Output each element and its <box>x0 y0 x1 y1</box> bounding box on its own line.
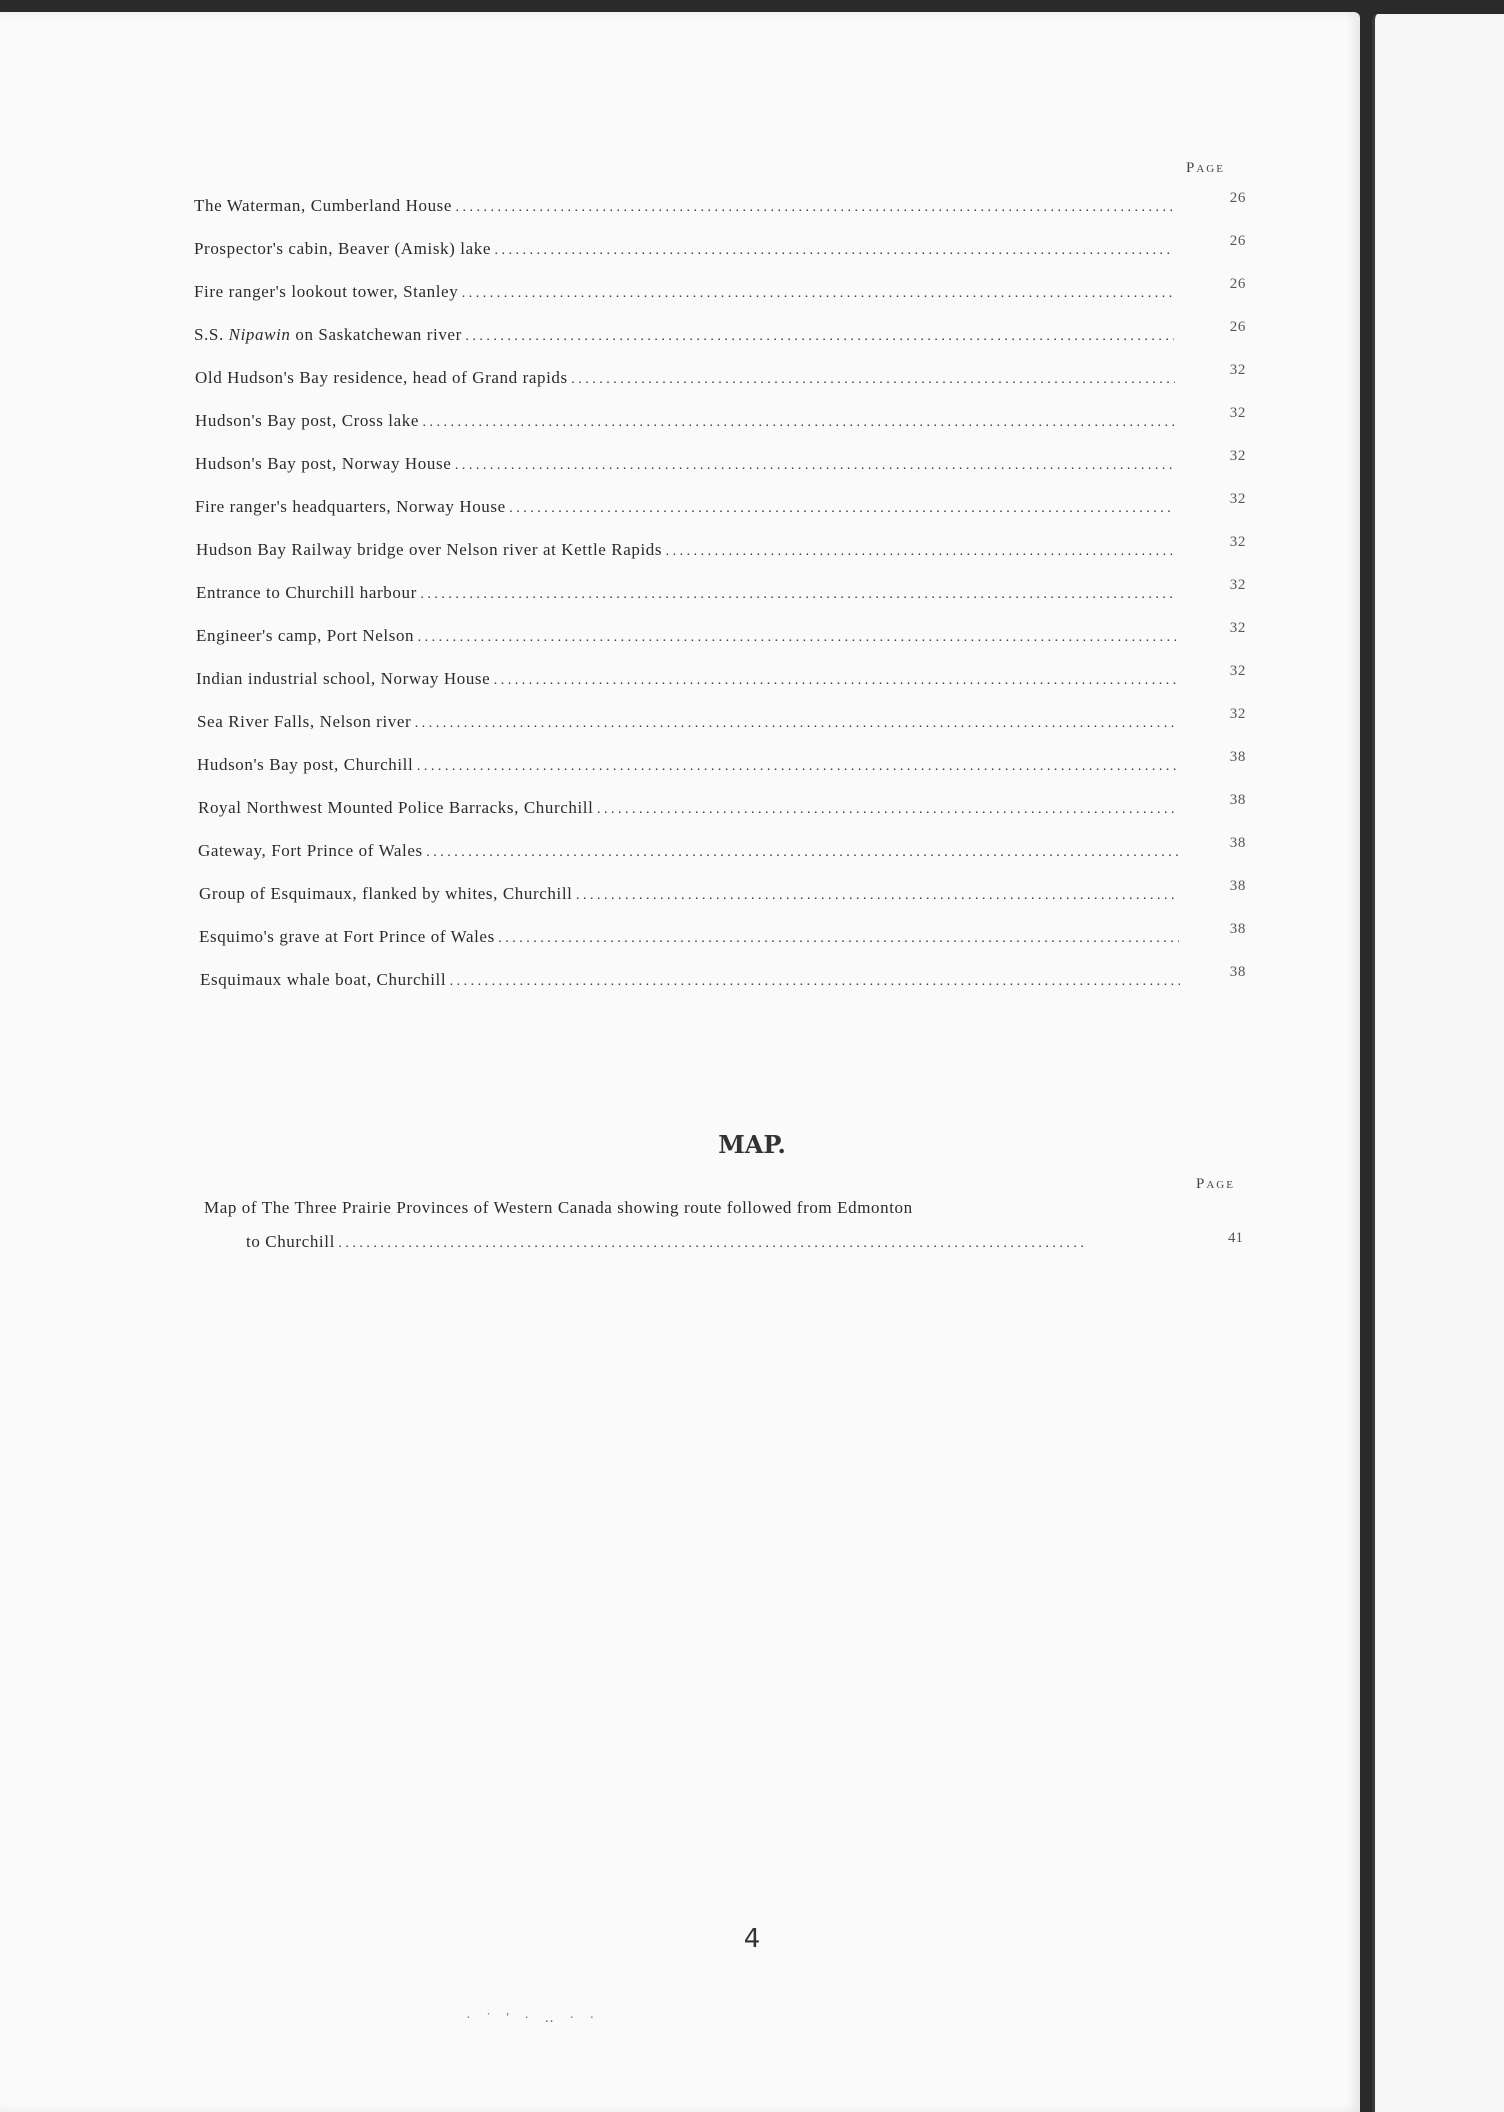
illustration-page: 32 <box>1229 663 1246 679</box>
map-section-heading: MAP. <box>718 1130 786 1159</box>
list-item <box>198 835 1264 878</box>
illustration-page: 32 <box>1229 491 1246 507</box>
list-item <box>200 964 1264 1007</box>
illustration-title: Esquimo's grave at Fort Prince of Wales . . . <box>199 927 1179 947</box>
list-item <box>199 921 1264 964</box>
illustration-title: Prospector's cabin, Beaver (Amisk) lake . . . <box>194 239 1174 259</box>
illustration-page: 26 <box>1229 319 1246 335</box>
map-entry-page: 41 <box>1228 1230 1243 1246</box>
list-item <box>194 319 1264 362</box>
list-item <box>196 577 1264 620</box>
list-item <box>194 233 1264 276</box>
illustration-page: 32 <box>1229 620 1246 636</box>
illustration-title: Hudson's Bay post, Churchill . . . <box>197 755 1177 775</box>
list-item <box>195 362 1264 405</box>
illustration-page: 26 <box>1229 190 1246 206</box>
map-entry <box>204 1198 1194 1252</box>
illustration-title: Gateway, Fort Prince of Wales . . . <box>198 841 1178 861</box>
list-item <box>196 663 1264 706</box>
illustration-title: Fire ranger's headquarters, Norway House . . . <box>195 497 1175 517</box>
list-item <box>199 878 1264 921</box>
illustration-title: Entrance to Churchill harbour . . . <box>196 583 1176 603</box>
illustration-title: Engineer's camp, Port Nelson . . . <box>196 626 1176 646</box>
illustration-page: 32 <box>1229 534 1246 550</box>
list-item <box>198 792 1264 835</box>
print-specks: · ˙ ' · ‥ · · <box>466 2011 601 2026</box>
illustration-title: Fire ranger's lookout tower, Stanley . . . <box>194 282 1174 302</box>
list-item <box>196 534 1264 577</box>
illustration-page: 38 <box>1229 964 1246 980</box>
illustration-page: 38 <box>1229 835 1246 851</box>
illustration-title: Indian industrial school, Norway House . . . <box>196 669 1176 689</box>
illustration-page: 38 <box>1229 921 1246 937</box>
illustration-page: 26 <box>1229 276 1246 292</box>
page-number: 4 <box>743 1924 761 1954</box>
illustrations-page-header: Page <box>1186 160 1225 176</box>
illustration-page: 32 <box>1229 577 1246 593</box>
illustration-title: Hudson's Bay post, Cross lake . . . <box>195 411 1175 431</box>
illustration-title: S.S. Nipawin on Saskatchewan river . . . <box>194 325 1174 345</box>
illustration-title: The Waterman, Cumberland House . . . <box>194 196 1174 216</box>
illustration-page: 38 <box>1229 878 1246 894</box>
map-page-header: Page <box>1196 1176 1235 1192</box>
illustration-page: 32 <box>1229 706 1246 722</box>
illustration-title: Sea River Falls, Nelson river . . . <box>197 712 1177 732</box>
list-item <box>194 276 1264 319</box>
map-entry-title-line1: Map of The Three Prairie Provinces of Western Canada showing route followed from Edmonton <box>204 1198 913 1217</box>
illustration-page: 32 <box>1229 362 1246 378</box>
list-item <box>197 706 1264 749</box>
list-item <box>195 448 1264 491</box>
list-item <box>195 491 1264 534</box>
illustration-title: Old Hudson's Bay residence, head of Grand rapids . . . <box>195 368 1175 388</box>
adjacent-page-edge <box>1372 14 1504 2112</box>
illustration-title: Esquimaux whale boat, Churchill . . . <box>200 970 1180 990</box>
illustration-page: 32 <box>1229 448 1246 464</box>
illustration-page: 38 <box>1229 749 1246 765</box>
illustration-title: Royal Northwest Mounted Police Barracks, Churchill . . . <box>198 798 1178 818</box>
illustration-title: Hudson's Bay post, Norway House . . . <box>195 454 1175 474</box>
illustration-page: 26 <box>1229 233 1246 249</box>
illustration-page: 32 <box>1229 405 1246 421</box>
list-item <box>197 749 1264 792</box>
illustration-title: Group of Esquimaux, flanked by whites, Churchill . . . <box>199 884 1179 904</box>
illustration-page: 38 <box>1229 792 1246 808</box>
illustrations-list <box>194 190 1264 1007</box>
illustration-title: Hudson Bay Railway bridge over Nelson river at Kettle Rapids . . . <box>196 540 1176 560</box>
list-item <box>195 405 1264 448</box>
list-item <box>194 190 1264 233</box>
list-item <box>196 620 1264 663</box>
map-entry-title-line2: to Churchill . . . <box>246 1232 1186 1252</box>
